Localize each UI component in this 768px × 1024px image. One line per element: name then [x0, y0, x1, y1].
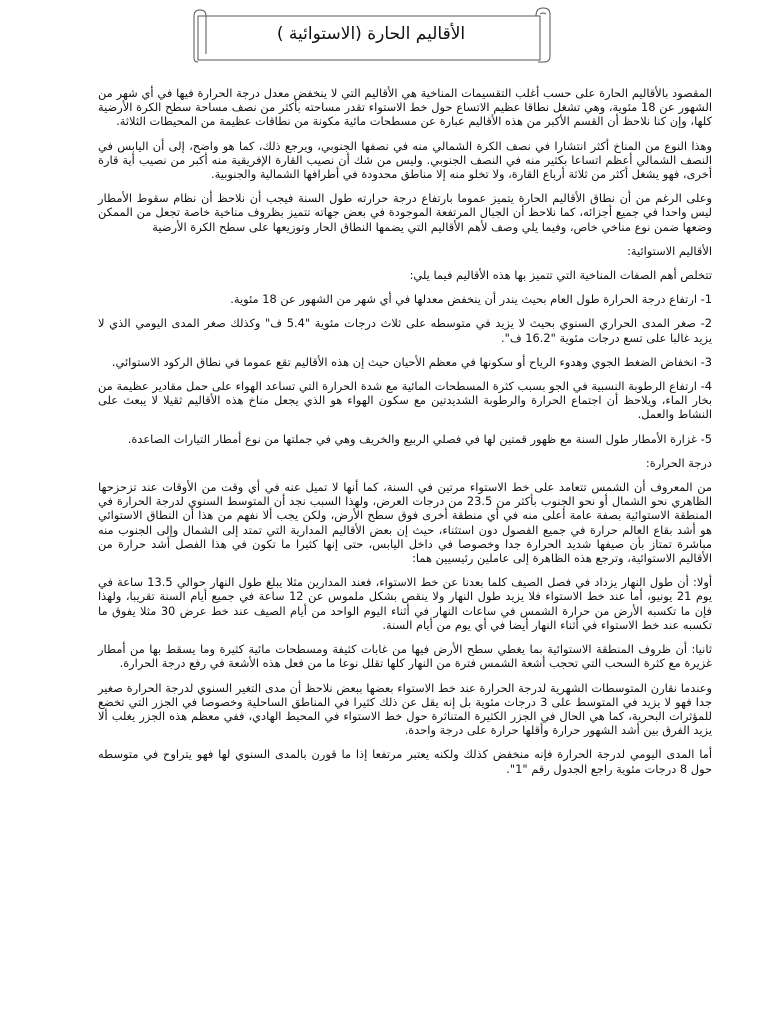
page-title: الأقاليم الحارة (الاستوائية ): [276, 24, 466, 44]
list-item-4: 4- ارتفاع الرطوبة النسبية في الجو بسبب كثرة المسطحات المائية مع شدة الحرارة التي تساعد الهواء على حمل مقادير عظيمة من بخار الماء، ويلاحظ أن اجتماع الحرارة والرطوبة الشديدتين مع سكون الهواء هو الذي يجعل مناخ هذه الأقاليم ثقيلا لا يبعث على النشاط والعمل.: [98, 379, 712, 422]
paragraph-intro: المقصود بالأقاليم الحارة على حسب أغلب التقسيمات المناخية هي الأقاليم التي لا ينخفض معدل درجة الحرارة فيها في أي شهر من الشهور عن 18 مئوية، وهي تشغل نطاقا عظيم الاتساع حول خط الاستواء تقدر مساحته بأكثر من نصف مساحة سطح الكرة الأرضية كلها، وإن كنا نلاحظ أن القسم الأكبر من هذه الأقاليم عبارة عن مسطحات مائية مكونة من نطاقات عظيمة من المحيطات الثلاثة.: [98, 86, 712, 129]
list-item-3: 3- انخفاض الضغط الجوي وهدوء الرياح أو سكونها في معظم الأحيان حيث إن هذه الأقاليم تقع عموما في نطاق الركود الاستوائي.: [111, 354, 712, 369]
section-heading-temperature: درجة الحرارة:: [645, 455, 712, 470]
paragraph-daily-range: أما المدى اليومي لدرجة الحرارة فإنه منخفض كذلك ولكنه يعتبر مرتفعا إذا ما قورن بالمدى السنوي لها فهو يتراوح في متوسطه حول 8 درجات مئوية راجع الجدول رقم "1".: [98, 747, 712, 776]
list-item-1: 1- ارتفاع درجة الحرارة طول العام بحيث يندر أن ينخفض معدلها في أي شهر من الشهور عن 18 مئوية.: [230, 292, 712, 307]
list-item-2: 2- صغر المدى الحراري السنوي بحيث لا يزيد في متوسطه على ثلاث درجات مئوية "5.4 ف" وكذلك صغر المدى اليومي الذي لا يزيد غالبا على تسع درجات مئوية "16.2 ف".: [98, 316, 712, 345]
paragraph-reason-first: أولا: أن طول النهار يزداد في فصل الصيف كلما بعدنا عن خط الاستواء، فعند المدارين مثلا يبلغ طول النهار حوالي 13.5 ساعة في يوم 21 يونيو، أما عند خط الاستواء فلا يزيد طول النهار ولا ينقص بشكل ملموس عن 12 ساعة في جميع أيام السنة تقريبا، ولهذا فإن ما تكسبه الأرض من حرارة الشمس في ساعات النهار في أثناء اليوم الواحد من أيام الصيف عند خط عرض 30 مثلا يفوق ما تكسبه عند خط الاستواء في أثناء النهار أيضا في أي يوم من أيام السنة.: [98, 575, 712, 632]
paragraph-distribution: وهذا النوع من المناخ أكثر انتشارا في نصف الكرة الشمالي منه في نصفها الجنوبي، ويرجع ذلك، كما هو واضح، إلى أن اليابس في النصف الشمالي أعظم اتساعا بكثير منه في النصف الجنوبي. وليس من شك أن نصيب القارة الإفريقية منه أكبر من نصيب أية قارة أخرى، فهو يشغل أكثر من ثلاثة أرباع القارة، ولا تخلو منه إلا مناطق محدودة في أطرافها الشمالية والجنوبية.: [98, 138, 712, 182]
paragraph-sun-angle: من المعروف أن الشمس تتعامد على خط الاستواء مرتين في السنة، كما أنها لا تميل عنه في أي وقت من الأوقات عند تزحزحها الظاهري نحو الشمال أو نحو الجنوب بأكثر من 23.5 من درجات العرض، ولهذا السبب نجد أن المتوسط السنوي لدرجة الحرارة في المنطقة الاستوائية بصفة عامة أعلى منه في أي منطقة أخرى فوق سطح الأرض، ولكن يجب ألا نفهم من هذا أن النطاق الاستوائي هو أشد بقاع العالم حرارة في جميع الفصول دون استثناء، حيث إن بعض الأقاليم المدارية التي تمتد إلى الشمال وإلى الجنوب منه مباشرة تمتاز بأن صيفها شديد الحرارة جدا وخصوصا في داخل اليابس، حتى إنها كثيرا ما تكون في هذا الفصل أشد حرارة من الأقاليم الاستوائية، وترجع هذه الظاهرة إلى عاملين رئيسيين هما:: [98, 480, 712, 566]
title-scroll-banner: [188, 6, 554, 64]
section-heading-equatorial: الأقاليم الاستوائية:: [627, 243, 712, 258]
list-item-5: 5- غزارة الأمطار طول السنة مع ظهور قمتين لها في فصلي الربيع والخريف وهي في جملتها من نوع أمطار التيارات الصاعدة.: [127, 431, 712, 446]
paragraph-characteristics-intro: تتخلص أهم الصفات المناخية التي تتميز بها هذه الأقاليم فيما يلي:: [409, 268, 712, 283]
paragraph-reason-second: ثانيا: أن ظروف المنطقة الاستوائية بما يغطي سطح الأرض فيها من غابات كثيفة ومسطحات مائية كثيرة وما يسقط بها من أمطار غزيرة مع كثرة السحب التي تحجب أشعة الشمس فترة من النهار كلها تقلل نوعا ما من فعل هذه الأشعة في رفع درجة الحرارة.: [98, 642, 712, 671]
paragraph-annual-range: وعندما نقارن المتوسطات الشهرية لدرجة الحرارة عند خط الاستواء بعضها ببعض نلاحظ أن مدى التغير السنوي لدرجة الحرارة صغير جدا فهو لا يزيد في المتوسط على 3 درجات مئوية بل إنه يقل عن ذلك كثيرا في المناطق الساحلية وخصوصا في الجزر التي تخضع للمؤثرات البحرية، كما هي الحال في الجزر الكثيرة المتناثرة حول خط الاستواء في المحيط الهادي، ففي معظم هذه الجزر يغلب ألا يزيد الفرق بين أشد الشهور حرارة وأقلها حرارة على درجة واحدة.: [98, 680, 712, 738]
article-body: [98, 86, 712, 786]
paragraph-rainfall: وعلى الرغم من أن نطاق الأقاليم الحارة يتميز عموما بارتفاع درجة حرارته طول السنة فيجب أن نلاحظ أن نظام سقوط الأمطار ليس واحدا في جميع أجزائه، كما نلاحظ أن الجبال المرتفعة الموجودة في بعض جهاته تتميز بظروف مناخية خاصة تجعل من الممكن وضعها ضمن نوع مناخي خاص، وفيما يلي وصف لأهم الأقاليم التي يضمها النطاق الحار وتوزيعها على سطح الكرة الأرضية: [98, 191, 712, 234]
